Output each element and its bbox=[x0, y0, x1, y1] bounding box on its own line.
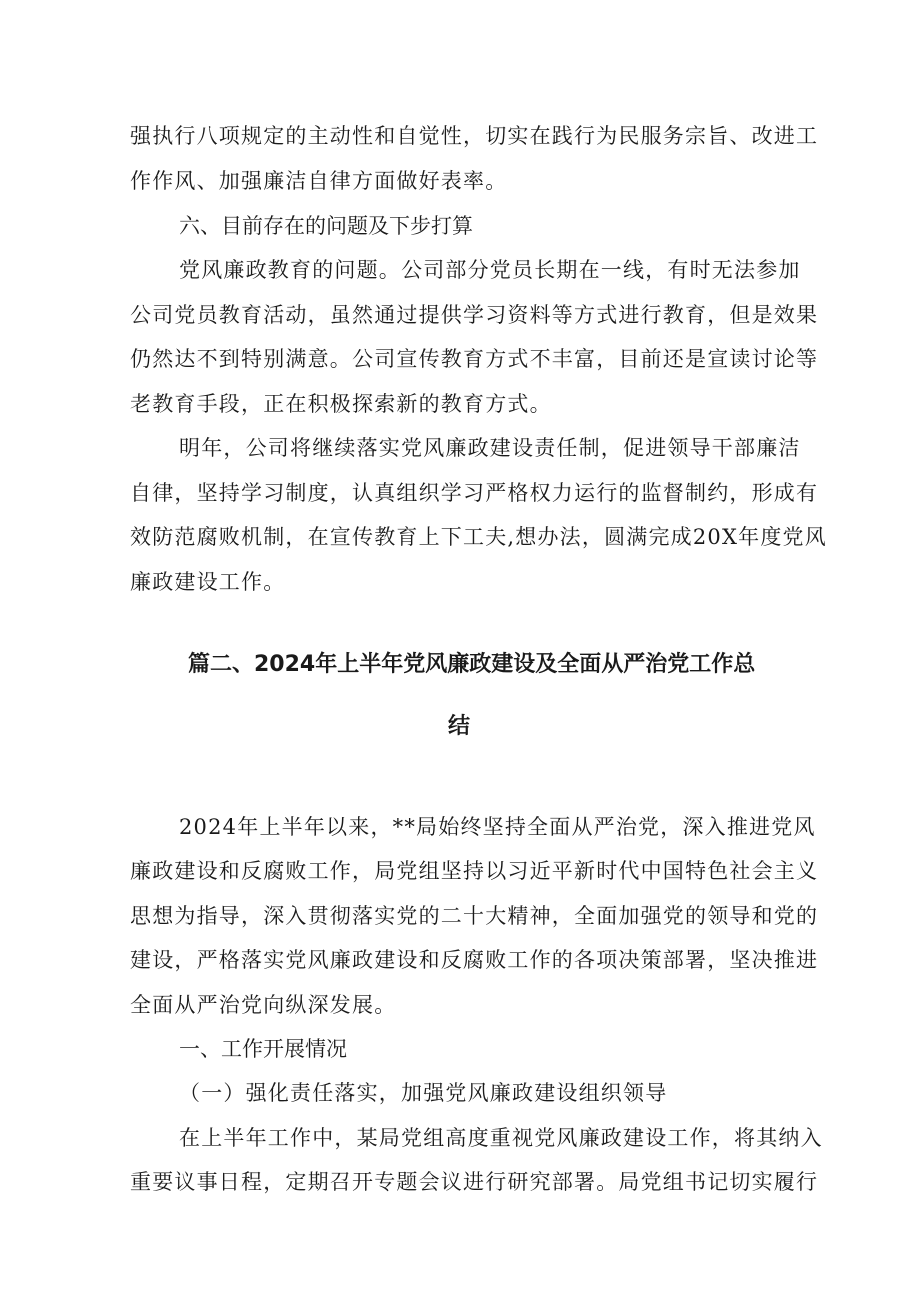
text-line: 自律，坚持学习制度，认真组织学习严格权力运行的监督制约，形成有 bbox=[130, 481, 819, 505]
text-line: 仍然达不到特别满意。公司宣传教育方式不丰富，目前还是宣读讨论等 bbox=[130, 347, 819, 371]
text-line: 思想为指导，深入贯彻落实党的二十大精神，全面加强党的领导和党的 bbox=[130, 904, 819, 928]
subsection-heading: （一）强化责任落实，加强党风廉政建设组织领导 bbox=[179, 1081, 668, 1105]
text-line: 在上半年工作中，某局党组高度重视党风廉政建设工作，将其纳入 bbox=[179, 1126, 823, 1150]
text-line: 党风廉政教育的问题。公司部分党员长期在一线，有时无法参加 bbox=[179, 258, 801, 282]
section-heading: 六、目前存在的问题及下步打算 bbox=[179, 214, 473, 238]
text-line: 明年，公司将继续落实党风廉政建设责任制，促进领导干部廉洁 bbox=[179, 436, 801, 460]
text-line: 2024年上半年以来，**局始终坚持全面从严治党，深入推进党风 bbox=[179, 815, 816, 839]
text-line: 公司党员教育活动，虽然通过提供学习资料等方式进行教育，但是效果 bbox=[130, 303, 819, 327]
article-title-continuation: 结 bbox=[448, 714, 471, 739]
text-line: 重要议事日程，定期召开专题会议进行研究部署。局党组书记切实履行 bbox=[130, 1170, 819, 1194]
article-title: 篇二、2024年上半年党风廉政建设及全面从严治党工作总 bbox=[188, 652, 756, 677]
text-line: 作作风、加强廉洁自律方面做好表率。 bbox=[130, 169, 508, 193]
text-line: 建设，严格落实党风廉政建设和反腐败工作的各项决策部署，坚决推进 bbox=[130, 948, 819, 972]
text-line: 全面从严治党向纵深发展。 bbox=[130, 993, 397, 1017]
text-line: 强执行八项规定的主动性和自觉性，切实在践行为民服务宗旨、改进工 bbox=[130, 124, 819, 148]
text-line: 廉政建设和反腐败工作，局党组坚持以习近平新时代中国特色社会主义 bbox=[130, 859, 819, 883]
text-line: 老教育手段，正在积极探索新的教育方式。 bbox=[130, 392, 552, 416]
text-line: 效防范腐败机制，在宣传教育上下工夫,想办法，圆满完成20X年度党风 bbox=[130, 525, 827, 549]
text-line: 廉政建设工作。 bbox=[130, 570, 286, 594]
section-heading: 一、工作开展情况 bbox=[179, 1037, 347, 1061]
